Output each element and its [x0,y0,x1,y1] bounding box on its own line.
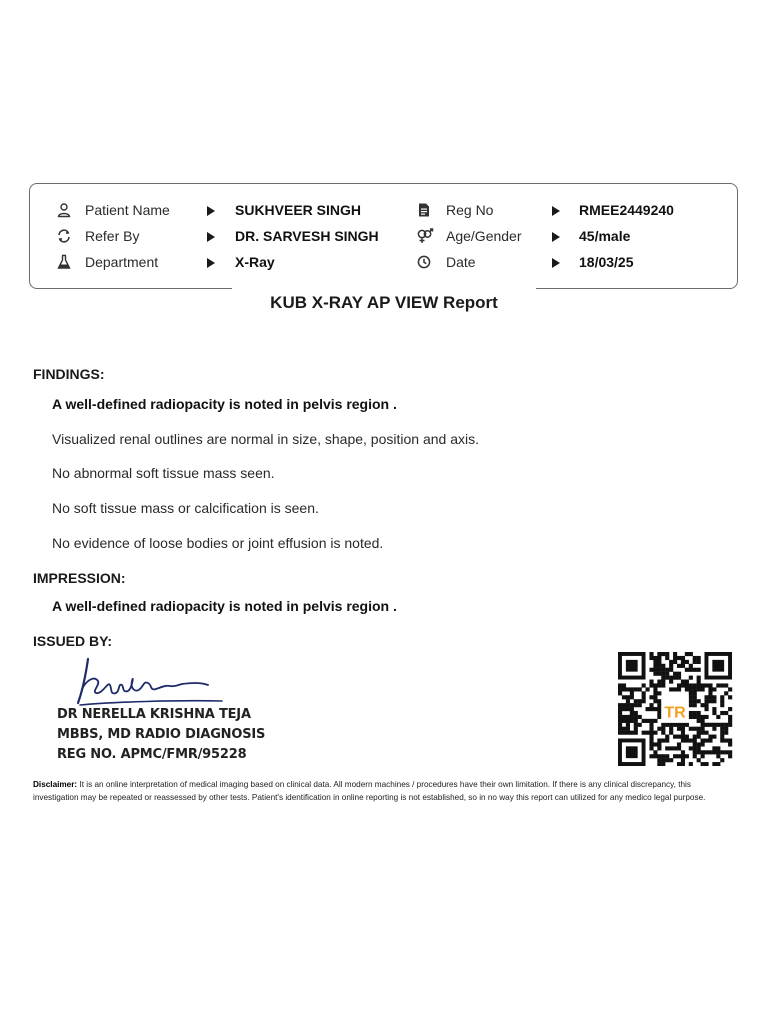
flask-icon [56,254,72,270]
document-icon [416,202,432,218]
arrow-icon [207,232,215,242]
finding-line: No evidence of loose bodies or joint effusion is noted. [52,535,384,551]
finding-line: A well-defined radiopacity is noted in pelvis region . [52,396,397,412]
arrow-icon [207,258,215,268]
department-label: Department [85,254,159,270]
patient-info-box [29,183,738,289]
date-value: 18/03/25 [579,254,634,270]
refer-by-value: DR. SARVESH SINGH [235,228,379,244]
disclaimer [33,778,733,804]
qr-logo-text: TR [664,704,686,722]
arrow-icon [207,206,215,216]
reg-no-value: RMEE2449240 [579,202,674,218]
age-gender-label: Age/Gender [446,228,522,244]
doctor-reg-no: REG NO. APMC/FMR/95228 [57,747,247,762]
info-row [30,226,737,246]
impression-text: A well-defined radiopacity is noted in pelvis region . [52,598,397,614]
department-value: X-Ray [235,254,275,270]
impression-heading: IMPRESSION: [33,570,126,586]
disclaimer-label: Disclaimer: [33,780,78,789]
arrow-icon [552,258,560,268]
disclaimer-text: It is an online interpretation of medical imaging based on clinical data. All modern machines / procedures have their own limitation. If there is any clinical discrepancy, this investigation may be repeated or reassessed by other tests. Patient's identification in online reporting is not established, so in no way this report can utilized for any medico legal purpose. [33,780,706,802]
info-row [30,252,737,272]
patient-name-value: SUKHVEER SINGH [235,202,362,218]
finding-line: No soft tissue mass or calcification is seen. [52,500,319,516]
report-title: KUB X-RAY AP VIEW Report [232,281,536,321]
doctor-name: DR NERELLA KRISHNA TEJA [57,707,251,722]
finding-line: No abnormal soft tissue mass seen. [52,465,275,481]
qr-logo-icon [661,695,689,723]
doctor-qualification: MBBS, MD RADIO DIAGNOSIS [57,727,266,742]
qr-code[interactable] [614,652,736,766]
patient-name-label: Patient Name [85,202,170,218]
date-label: Date [446,254,476,270]
doctor-signature [74,655,224,712]
clock-icon [416,254,432,270]
issued-by-heading: ISSUED BY: [33,633,113,649]
info-row [30,200,737,220]
user-icon [56,202,72,218]
age-gender-value: 45/male [579,228,631,244]
arrow-icon [552,206,560,216]
findings-heading: FINDINGS: [33,366,105,382]
refresh-icon [56,228,72,244]
arrow-icon [552,232,560,242]
refer-by-label: Refer By [85,228,140,244]
reg-no-label: Reg No [446,202,494,218]
gender-icon [416,228,432,244]
finding-line: Visualized renal outlines are normal in size, shape, position and axis. [52,431,479,447]
